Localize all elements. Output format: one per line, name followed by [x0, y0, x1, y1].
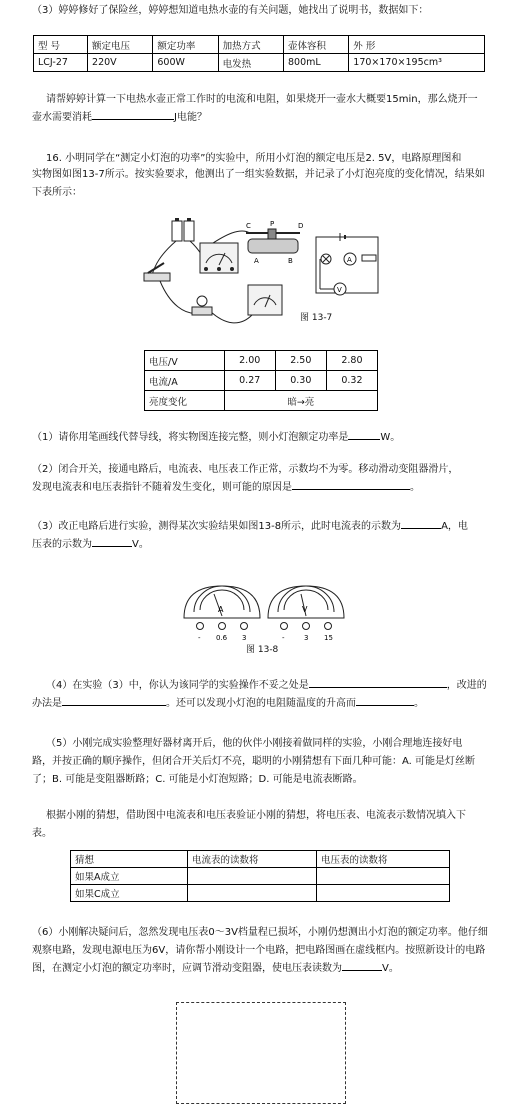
voltage-cell: 2.00: [224, 351, 275, 371]
svg-text:A: A: [347, 256, 352, 264]
spec-model: LCJ-27: [34, 54, 88, 72]
voltage-reading-header: 电压表的读数将: [317, 851, 450, 868]
energy-blank[interactable]: [92, 119, 174, 120]
answer-cell[interactable]: [188, 868, 317, 885]
q16-intro-line3: 下表所示：: [32, 187, 82, 198]
q16-s6-line3: 图，在测定小灯泡的额定功率时，应调节滑动变阻器，使电压表读数为 V。: [32, 963, 399, 974]
improvement-blank[interactable]: [62, 705, 166, 706]
guess-row-label: 如果A成立: [71, 868, 188, 885]
voltage-cell: 2.80: [326, 351, 377, 371]
spec-header-voltage: 额定电压: [88, 36, 153, 54]
row-label-voltage: 电压/V: [145, 351, 225, 371]
svg-text:V: V: [337, 286, 342, 294]
ammeter-reading-blank[interactable]: [401, 528, 441, 529]
circuit-diagram: [316, 233, 378, 295]
svg-text:D: D: [298, 222, 304, 230]
q16-intro-line2: 实物图如图13-7所示。按实验要求，他测出了一组实验数据，并记录了小灯泡亮度的变化情况，结果如: [32, 169, 485, 180]
svg-text:A: A: [218, 605, 224, 614]
terminal-label: 3: [304, 634, 309, 642]
q3-intro: （3）婷婷修好了保险丝，婷婷想知道电热水壶的有关问题，她找出了说明书，数据如下：: [32, 5, 429, 16]
terminal-label: 15: [324, 634, 333, 642]
svg-text:B: B: [288, 257, 293, 265]
voltmeter-reading-blank[interactable]: [92, 546, 132, 547]
q16-s3-line2: 压表的示数为 V。: [32, 539, 149, 550]
spec-header-volume: 壶体容积: [283, 36, 348, 54]
guess-row-label: 如果C成立: [71, 885, 188, 902]
brightness-cell: 暗→亮: [224, 391, 377, 411]
lamp-icon: [192, 296, 212, 315]
current-cell: 0.30: [275, 371, 326, 391]
q16-s2-line2: 发现电流表和电压表指针不随着发生变化，则可能的原因是 。: [32, 482, 420, 493]
current-cell: 0.27: [224, 371, 275, 391]
answer-cell[interactable]: [188, 885, 317, 902]
spec-header-heating: 加热方式: [218, 36, 283, 54]
spec-power: 600W: [153, 54, 218, 72]
spec-header-power: 额定功率: [153, 36, 218, 54]
terminal-label: 3: [242, 634, 247, 642]
q16-s6-line2: 观察电路，发现电源电压为6V，请你帮小刚设计一个电路，把电路图画在虚线框内。按照新设计的电路: [32, 945, 486, 956]
battery-icon: [172, 218, 194, 241]
svg-text:A: A: [254, 257, 259, 265]
q16-s5-line3: 了；B. 可能是变阻器断路；C. 可能是小灯泡短路；D. 可能是电流表断路。: [32, 774, 363, 785]
cause-blank[interactable]: [292, 489, 410, 490]
spec-heating: 电发热: [218, 54, 283, 72]
row-label-current: 电流/A: [145, 371, 225, 391]
guess-header: 猜想: [71, 851, 188, 868]
answer-cell[interactable]: [317, 868, 450, 885]
terminal-label: -: [282, 634, 285, 642]
current-reading-header: 电流表的读数将: [188, 851, 317, 868]
spec-shape: 170×170×195cm³: [349, 54, 485, 72]
voltmeter-dial: [268, 586, 344, 618]
svg-text:C: C: [246, 222, 251, 230]
spec-voltage: 220V: [88, 54, 153, 72]
voltmeter-icon: [248, 285, 282, 315]
q16-s5-line4: 根据小刚的猜想，借助图中电流表和电压表验证小刚的猜想，将电压表、电流表示数情况填入下: [46, 810, 466, 821]
svg-text:V: V: [302, 605, 308, 614]
resistance-trend-blank[interactable]: [356, 705, 414, 706]
answer-cell[interactable]: [317, 885, 450, 902]
spec-header-shape: 外 形: [349, 36, 485, 54]
spec-volume: 800mL: [283, 54, 348, 72]
figure-13-7: [140, 215, 400, 335]
q16-s5-line1: （5）小刚完成实验整理好器材离开后，他的伙伴小刚接着做同样的实验，小刚合理地连接好电: [46, 738, 463, 749]
voltmeter-target-blank[interactable]: [342, 970, 382, 971]
q3-question-line1: 请帮婷婷计算一下电热水壶正常工作时的电流和电阻，如果烧开一壶水大概要15min，那么烧开一: [46, 94, 478, 105]
voltage-cell: 2.50: [275, 351, 326, 371]
q16-s1: （1）请你用笔画线代替导线，将实物图连接完整，则小灯泡额定功率是 W。: [32, 432, 401, 443]
q16-s5-line5: 表。: [32, 828, 52, 839]
terminal-label: 0.6: [216, 634, 228, 642]
rheostat-icon: [246, 220, 303, 265]
circuit-drawing-box[interactable]: [176, 1002, 346, 1104]
spec-header-model: 型 号: [34, 36, 88, 54]
guess-table: [70, 850, 450, 902]
svg-text:P: P: [270, 220, 275, 228]
q16-s2-line1: （2）闭合开关，接通电路后，电流表、电压表工作正常，示数均不为零。移动滑动变阻器滑片，: [32, 464, 459, 475]
rated-power-blank[interactable]: [348, 439, 380, 440]
q3-question-line2: 壶水需要消耗 J电能？: [32, 112, 207, 123]
switch-icon: [144, 263, 170, 281]
q16-s6-line1: （6）小刚解决疑问后，忽然发现电压表0～3V档量程已损坏，小刚仍想测出小灯泡的额定功率。他仔细: [32, 927, 488, 938]
figure-13-8: [180, 580, 350, 645]
kettle-spec-table: [33, 35, 485, 72]
figure-13-7-caption: 图 13-7: [300, 313, 333, 323]
ammeter-dial: [184, 586, 260, 618]
ammeter-icon: [200, 243, 238, 273]
q16-s5-line2: 路，并按正确的顺序操作，但闭合开关后灯不亮，聪明的小刚猜想有下面几种可能：A. 可能是灯丝断: [32, 756, 476, 767]
q16-s4-line1: （4）在实验（3）中，你认为该同学的实验操作不妥之处是 ，改进的: [46, 680, 487, 691]
q16-s3-line1: （3）改正电路后进行实验，测得某次实验结果如图13-8所示，此时电流表的示数为 A，电: [32, 521, 468, 532]
improper-operation-blank[interactable]: [309, 687, 447, 688]
figure-13-8-caption: 图 13-8: [246, 645, 279, 655]
q16-s4-line2: 办法是 。还可以发现小灯泡的电阻随温度的升高而 。: [32, 698, 424, 709]
terminal-label: -: [198, 634, 201, 642]
measurement-table: [144, 350, 378, 411]
row-label-brightness: 亮度变化: [145, 391, 225, 411]
current-cell: 0.32: [326, 371, 377, 391]
q16-intro-line1: 16. 小明同学在“测定小灯泡的功率”的实验中，所用小灯泡的额定电压是2. 5V，电路原理图和: [46, 153, 462, 164]
